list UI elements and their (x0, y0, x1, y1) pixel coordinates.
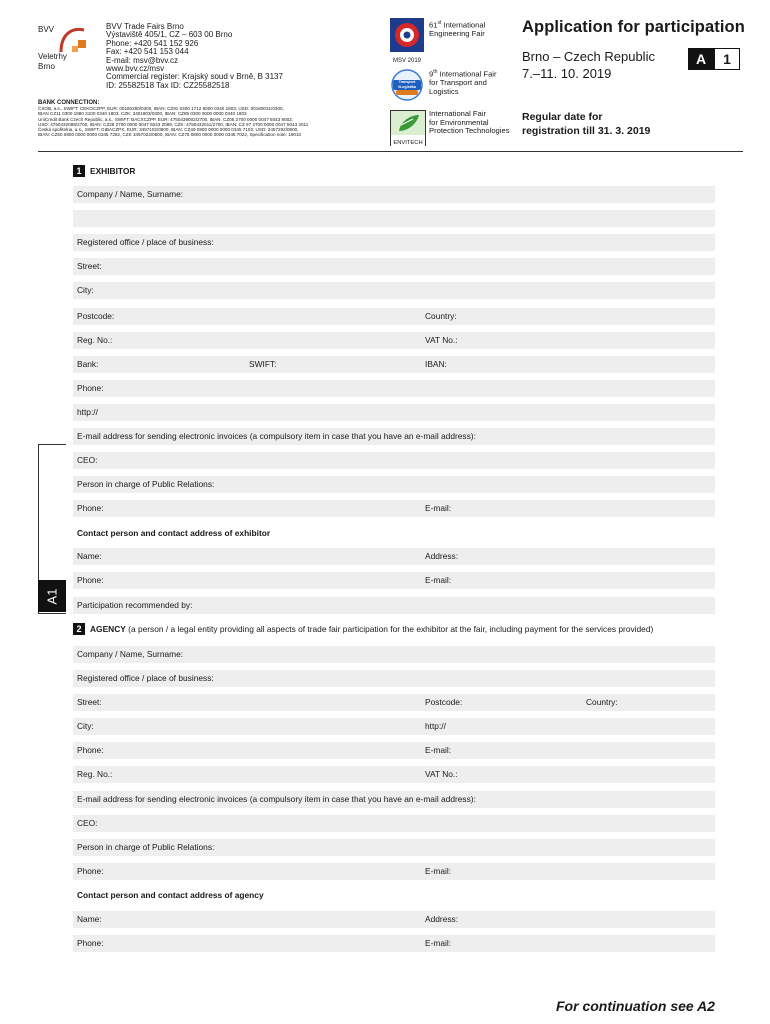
field-label: Phone: (77, 503, 104, 513)
field-label: Company / Name, Surname: (77, 649, 184, 659)
logo-line-2: Veletrhy (38, 52, 67, 61)
bank-line: UniCredit Bank Czech Republic, a.s., SWIFT: BACXCZPP, EUR: 4750439002/2700, IBAN: CZ05 2700 0000 0047 5043 9002; (38, 116, 294, 122)
header-divider (38, 151, 743, 152)
field-label: E-mail: (425, 938, 452, 948)
section-1-heading (73, 165, 135, 177)
field-label: CEO: (77, 818, 98, 828)
agency-company-field[interactable] (73, 646, 715, 663)
field-label: Postcode: (77, 311, 115, 321)
field-label: http:// (77, 407, 98, 417)
exhibitor-street-field[interactable] (73, 258, 715, 275)
field-label: E-mail: (425, 866, 452, 876)
logo-line-3: Brno (38, 62, 55, 71)
agency-contact-name-address-field[interactable] (73, 911, 715, 928)
fair-name-line: International (443, 20, 486, 30)
agency-pr-field[interactable] (73, 839, 715, 856)
field-label: VAT No.: (425, 335, 458, 345)
exhibitor-company-field[interactable] (73, 186, 715, 203)
transport-caption: Transport #Logistika (398, 80, 416, 89)
field-label: Street: (77, 697, 102, 707)
agency-contact-heading: Contact person and contact address of agency (77, 890, 264, 900)
bvv-arc-icon (58, 24, 88, 54)
field-label: Participation recommended by: (77, 600, 193, 610)
organizer-line: ID: 25582518 Tax ID: CZ25582518 (106, 80, 230, 90)
organizer-info (106, 23, 283, 90)
field-label: Country: (425, 311, 457, 321)
exhibitor-phone-field[interactable] (73, 380, 715, 397)
fair-name-line: International Fair (439, 69, 497, 79)
exhibitor-contact-name-address-field[interactable] (73, 548, 715, 565)
field-label: Address: (425, 914, 459, 924)
field-label: Name: (77, 551, 102, 561)
msv-gear-icon (390, 18, 424, 52)
exhibitor-einvoice-field[interactable] (73, 428, 715, 445)
section-number: 1 (73, 165, 85, 177)
field-label: E-mail address for sending electronic invoices (a compulsory item in case that you have an e-mail address): (77, 431, 476, 441)
bank-line: Česká spořitelna, a.s., SWIFT: GIBACZPX, EUR: 3457102/0800, IBAN: CZ49 0800 0000 0000 0345 7102; USD: 3457292/0800, (38, 127, 299, 133)
organizer-line: Výstaviště 405/1, CZ – 603 00 Brno (106, 30, 233, 40)
bank-line: ČSOB, a.s., SWIFT: CEKOCZPP, EUR: 00180280/0300, IBAN: CZ91 0300 1712 8000 0340 1803; USD: 00180031/0300, (38, 106, 284, 111)
envitech-leaf-icon (391, 111, 425, 135)
fair-location (522, 48, 655, 82)
envitech-logo (390, 110, 426, 146)
badge-number: 1 (714, 48, 740, 70)
continuation-note: For continuation see A2 (556, 998, 715, 1014)
exhibitor-bank-field[interactable] (73, 356, 715, 373)
field-label: City: (77, 285, 94, 295)
field-label: Bank: (77, 359, 99, 369)
section-2-heading (73, 623, 733, 635)
agency-ceo-field[interactable] (73, 815, 715, 832)
registration-deadline (522, 110, 650, 138)
agency-registered-field[interactable] (73, 670, 715, 687)
fair-name-line: International Fair (429, 109, 486, 118)
bank-line: USD: 4750432089/2700, IBAN: CZ28 2700 0000 0047 5043 2089, CZK: 4750432011/2700, IBAN: CZ 97 2700 0000 0047 5043 2011 (38, 121, 309, 127)
fair-ordinal: 9 (429, 69, 434, 79)
bank-connection (38, 100, 373, 138)
msv-logo (390, 18, 424, 62)
field-label: Phone: (77, 575, 104, 585)
agency-phone-email-field[interactable] (73, 742, 715, 759)
fair-name-line: Logistics (429, 86, 459, 96)
field-label: E-mail address for sending electronic invoices (a compulsory item in case that you have an e-mail address): (77, 794, 476, 804)
field-label: E-mail: (425, 575, 452, 585)
field-label: IBAN: (425, 359, 447, 369)
fair-name-line: Engineering Fair (429, 29, 485, 39)
field-label: Registered office / place of business: (77, 673, 214, 683)
side-tab-label (38, 580, 66, 612)
msv-caption: MSV 2019 (392, 58, 422, 64)
badge-letter: A (688, 48, 714, 70)
organizer-line: Phone: +420 541 152 926 (106, 38, 199, 48)
exhibitor-regno-vat-field[interactable] (73, 332, 715, 349)
envitech-caption: ENVITECH (391, 140, 425, 146)
field-label: Postcode: (425, 697, 463, 707)
field-label: Phone: (77, 866, 104, 876)
field-label: E-mail: (425, 745, 452, 755)
organizer-line: Commercial register: Krajský soud v Brně, B 3137 (106, 72, 283, 82)
field-label: Registered office / place of business: (77, 237, 214, 247)
exhibitor-ceo-field[interactable] (73, 452, 715, 469)
section-number: 2 (73, 623, 85, 635)
agency-pr-phone-email-field[interactable] (73, 863, 715, 880)
fair-1-text (429, 19, 485, 39)
form-badge (688, 48, 740, 70)
field-label: City: (77, 721, 94, 731)
field-label: VAT No.: (425, 769, 458, 779)
fair-name-line: for Transport and (429, 78, 487, 88)
exhibitor-website-field[interactable] (73, 404, 715, 421)
bank-heading: BANK CONNECTION: (38, 100, 100, 106)
organizer-line: E-mail: msv@bvv.cz (106, 55, 178, 65)
bank-line: IBAN CZ11 0300 1880 3100 0340 1803, CZK: 3401803/0300, IBAN: CZ85 0300 0000 0000 0340 1803 (38, 111, 247, 117)
side-tab-text: A1 (44, 588, 60, 604)
fair-ordinal-suffix: th (433, 69, 438, 75)
exhibitor-pr-phone-email-field[interactable] (73, 500, 715, 517)
field-label: Reg. No.: (77, 335, 113, 345)
field-label: Company / Name, Surname: (77, 189, 184, 199)
exhibitor-city-field[interactable] (73, 282, 715, 299)
section-title: AGENCY (90, 624, 126, 634)
field-label: Country: (586, 697, 618, 707)
agency-city-field[interactable] (73, 718, 715, 735)
field-label: Address: (425, 551, 459, 561)
exhibitor-pr-field[interactable] (73, 476, 715, 493)
organizer-line: Fax: +420 541 153 044 (106, 47, 189, 57)
agency-regno-vat-field[interactable] (73, 766, 715, 783)
fair-ordinal-suffix: st (437, 20, 442, 26)
agency-contact-phone-email-field[interactable] (73, 935, 715, 952)
field-label: CEO: (77, 455, 98, 465)
fair-ordinal: 61 (429, 20, 438, 30)
field-label: Reg. No.: (77, 769, 113, 779)
field-label: Person in charge of Public Relations: (77, 842, 215, 852)
fair-2-text (429, 68, 497, 96)
transport-logo (390, 68, 424, 102)
logo-line-1: BVV (38, 25, 55, 34)
regdate-line-1: Regular date for (522, 111, 603, 123)
agency-street-field[interactable] (73, 694, 715, 711)
fair-name-line: for Environmental (429, 117, 489, 127)
exhibitor-postcode-country-field[interactable] (73, 308, 715, 325)
field-label: Person in charge of Public Relations: (77, 479, 215, 489)
page-title: Application for participation (522, 18, 745, 36)
exhibitor-recommended-field[interactable] (73, 597, 715, 614)
organizer-line: BVV Trade Fairs Brno (106, 22, 184, 31)
section-subtitle: (a person / a legal entity providing all aspects of trade fair participation for the exhibitor at the fair, including payment for the services provided) (128, 624, 654, 634)
field-label: Phone: (77, 938, 104, 948)
exhibitor-contact-phone-email-field[interactable] (73, 572, 715, 589)
regdate-line-2: registration till 31. 3. 2019 (522, 125, 651, 137)
fair-dates: 7.–11. 10. 2019 (522, 66, 612, 81)
fair-city: Brno – Czech Republic (522, 49, 655, 64)
field-label: Phone: (77, 383, 104, 393)
section-title: EXHIBITOR (90, 166, 136, 176)
exhibitor-registered-field[interactable] (73, 234, 715, 251)
fair-name-line: Protection Technologies (429, 126, 510, 136)
field-label: Phone: (77, 745, 104, 755)
bank-line: IBAN: CZ60 0800 0000 0000 0345 7292, CZK 3457022/0800, IBAN: CZ75 0800 0000 0000 0345 7022, Specification note: 19010 (38, 132, 302, 138)
field-label: E-mail: (425, 503, 452, 513)
exhibitor-contact-heading: Contact person and contact address of exhibitor (77, 528, 271, 538)
field-label: Street: (77, 261, 102, 271)
exhibitor-company-field-line2[interactable] (73, 210, 715, 227)
organizer-line: www.bvv.cz/msv (106, 64, 165, 74)
agency-einvoice-field[interactable] (73, 791, 715, 808)
fair-3-text (429, 110, 510, 136)
field-label: SWIFT: (249, 359, 277, 369)
field-label: Name: (77, 914, 102, 924)
field-label: http:// (425, 721, 446, 731)
